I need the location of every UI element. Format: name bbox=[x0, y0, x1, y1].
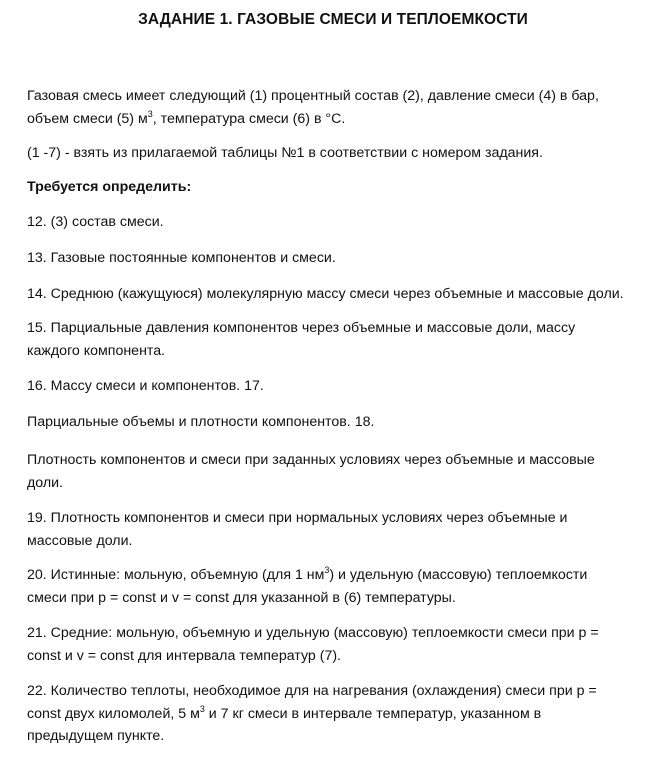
item-22-line-2b: и 7 кг смеси в интервале температур, указанном в bbox=[204, 705, 542, 722]
item-21-line-1: 21. Средние: мольную, объемную и удельную (массовую) теплоемкости смеси при p = bbox=[27, 625, 599, 641]
item-20-line-1a: 20. Истинные: мольную, объемную (для 1 нм bbox=[27, 567, 325, 583]
item-22-line-1: 22. Количество теплоты, необходимое для на нагревания (охлаждения) смеси при p = bbox=[27, 683, 597, 699]
item-12: 12. (3) состав смеси. bbox=[27, 214, 164, 230]
item-18-line-2: доли. bbox=[27, 474, 64, 491]
item-15 bbox=[27, 317, 642, 362]
intro-line-1: Газовая смесь имеет следующий (1) процентный состав (2), давление смеси (4) в бар, bbox=[27, 88, 599, 104]
intro-line-2b: , температура смеси (6) в °С. bbox=[152, 110, 346, 127]
item-21-line-2: const и v = const для интервала температур (7). bbox=[27, 647, 342, 664]
page-title: ЗАДАНИЕ 1. ГАЗОВЫЕ СМЕСИ И ТЕПЛОЕМКОСТИ bbox=[138, 11, 528, 28]
intro-line-2a: объем смеси (5) м bbox=[27, 110, 148, 127]
item-21 bbox=[27, 622, 642, 667]
item-20-line-1b: ) и удельную (массовую) теплоемкости bbox=[329, 567, 588, 583]
intro-paragraph bbox=[27, 85, 642, 130]
item-20 bbox=[27, 564, 642, 609]
item-19-line-2: массовые доли. bbox=[27, 532, 133, 549]
item-19-line-1: 19. Плотность компонентов и смеси при нормальных условиях через объемные и bbox=[27, 510, 568, 526]
item-22 bbox=[27, 680, 642, 748]
item-20-line-2: смеси при p = const и v = const для указанной в (6) температуры. bbox=[27, 589, 456, 606]
item-13: 13. Газовые постоянные компонентов и смеси. bbox=[27, 250, 336, 266]
item-18-line-1: Плотность компонентов и смеси при заданных условиях через объемные и массовые bbox=[27, 452, 595, 468]
item-22-line-2a: const двух киломолей, 5 м bbox=[27, 705, 200, 722]
item-17: Парциальные объемы и плотности компонентов. 18. bbox=[27, 414, 375, 430]
note-paragraph: (1 -7) - взять из прилагаемой таблицы №1 в соответствии с номером задания. bbox=[27, 145, 543, 161]
superscript: 3 bbox=[324, 565, 330, 575]
required-heading: Требуется определить: bbox=[27, 179, 192, 195]
item-15-line-1: 15. Парциальные давления компонентов через объемные и массовые доли, массу bbox=[27, 320, 576, 336]
item-14: 14. Среднюю (кажущуюся) молекулярную массу смеси через объемные и массовые доли. bbox=[27, 286, 624, 302]
superscript: 3 bbox=[147, 108, 153, 119]
item-15-line-2: каждого компонента. bbox=[27, 342, 166, 359]
item-19 bbox=[27, 507, 642, 552]
item-18 bbox=[27, 449, 642, 494]
item-16: 16. Массу смеси и компонентов. 17. bbox=[27, 378, 264, 394]
superscript: 3 bbox=[199, 703, 205, 714]
item-22-line-3: предыдущем пункте. bbox=[27, 728, 165, 744]
